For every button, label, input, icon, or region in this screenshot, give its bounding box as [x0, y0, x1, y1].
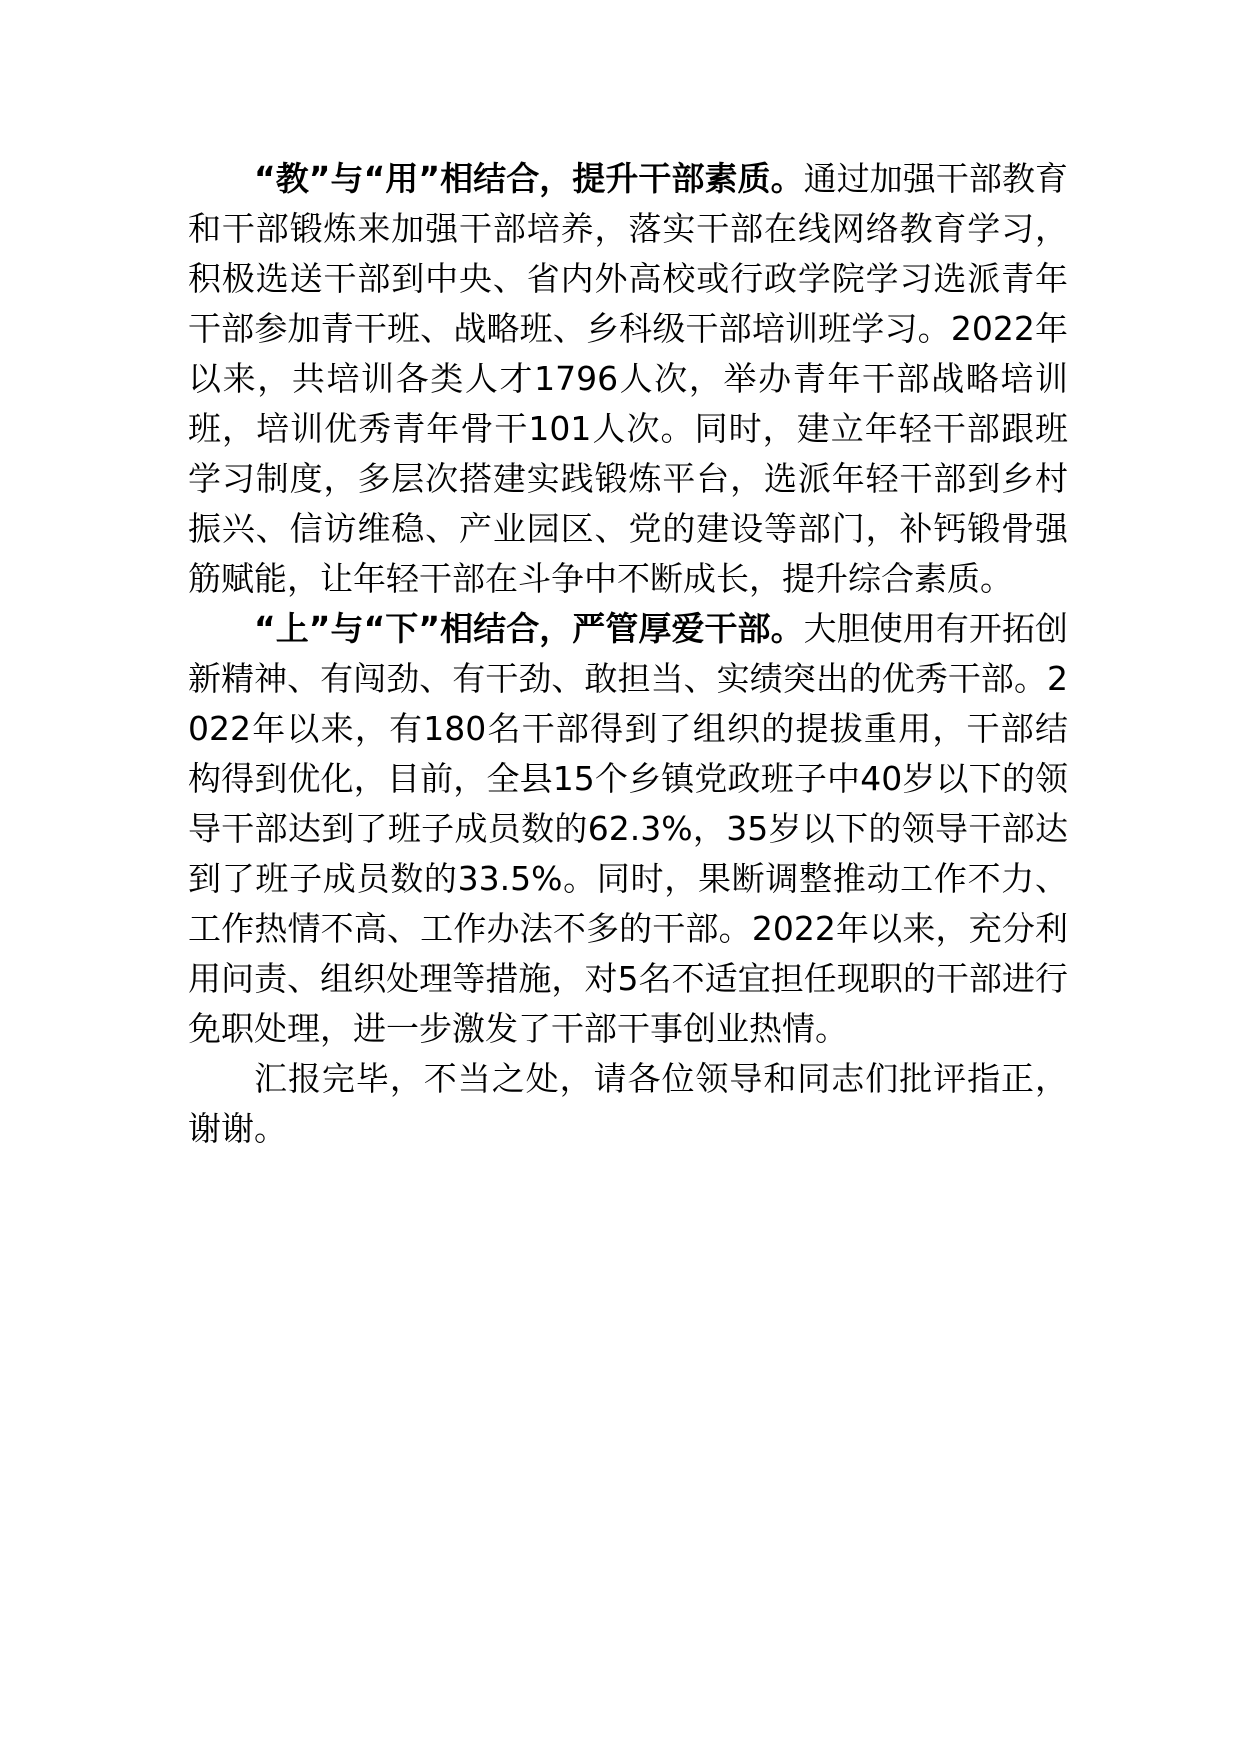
document-body — [188, 154, 1068, 1154]
paragraph-heading: “上”与“下”相结合，严管厚爱干部。 — [254, 609, 804, 648]
paragraph-heading: “教”与“用”相结合，提升干部素质。 — [254, 159, 804, 198]
paragraph-cadre-management — [188, 604, 1068, 1054]
paragraph-cadre-training — [188, 154, 1068, 604]
paragraph-closing — [188, 1054, 1068, 1154]
paragraph-text: 通过加强干部教育和干部锻炼来加强干部培养，落实干部在线网络教育学习，积极选送干部到中央、省内外高校或行政学院学习选派青年干部参加青干班、战略班、乡科级干部培训班学习。2022年以来，共培训各类人才1796人次，举办青年干部战略培训班，培训优秀青年骨干101人次。同时，建立年轻干部跟班学习制度，多层次搭建实践锻炼平台，选派年轻干部到乡村振兴、信访维稳、产业园区、党的建设等部门，补钙锻骨强筋赋能，让年轻干部在斗争中不断成长，提升综合素质。 — [188, 159, 1069, 598]
paragraph-text: 大胆使用有开拓创新精神、有闯劲、有干劲、敢担当、实绩突出的优秀干部。2022年以来，有180名干部得到了组织的提拔重用，干部结构得到优化，目前，全县15个乡镇党政班子中40岁以下的领导干部达到了班子成员数的62.3%，35岁以下的领导干部达到了班子成员数的33.5%。同时，果断调整推动工作不力、工作热情不高、工作办法不多的干部。2022年以来，充分利用问责、组织处理等措施，对5名不适宜担任现职的干部进行免职处理，进一步激发了干部干事创业热情。 — [188, 609, 1069, 1048]
paragraph-text: 汇报完毕，不当之处，请各位领导和同志们批评指正，谢谢。 — [188, 1059, 1068, 1148]
